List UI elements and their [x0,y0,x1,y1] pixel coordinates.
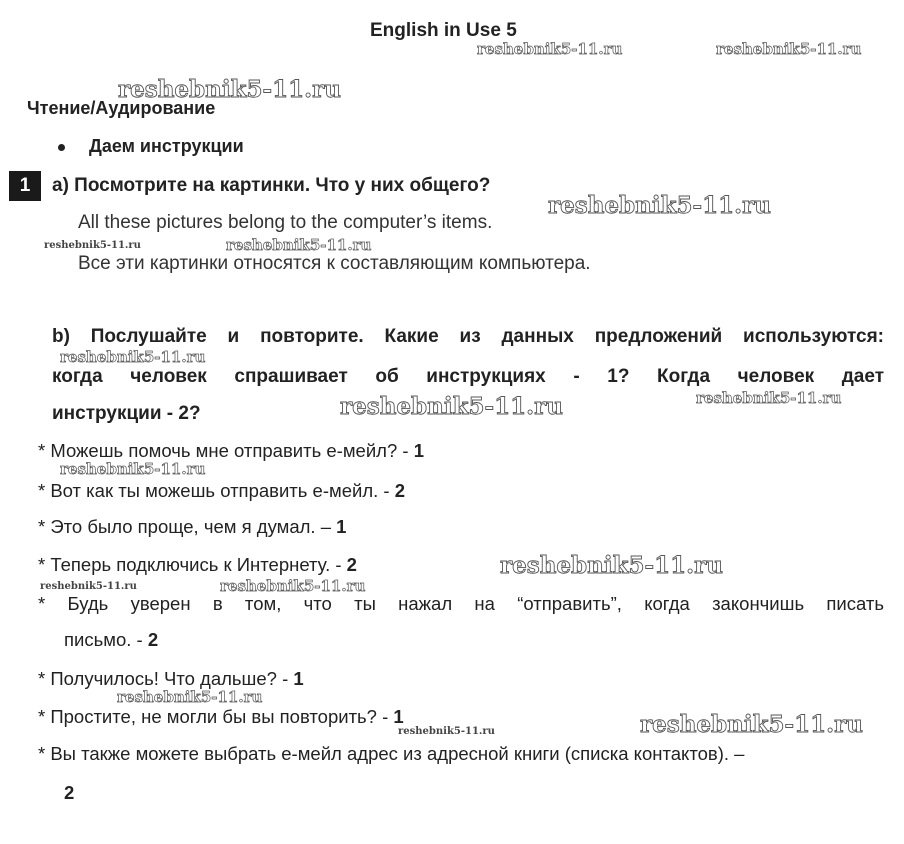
watermark: reshebnik5-11.ru [44,240,141,251]
watermark: reshebnik5-11.ru [716,40,862,58]
watermark: reshebnik5-11.ru [477,40,623,58]
list-item: * Вот как ты можешь отправить е-мейл. - 2 [38,480,406,501]
watermark: reshebnik5-11.ru [398,726,495,737]
list-item: * Можешь помочь мне отправить е-мейл? - 1 [38,440,424,461]
list-item: * Это было проще, чем я думал. – 1 [38,516,347,537]
watermark: reshebnik5-11.ru [60,348,206,366]
part-a-answer-ru: Все эти картинки относятся к составляющим компьютера. [78,253,591,274]
watermark: reshebnik5-11.ru [640,711,863,738]
watermark: reshebnik5-11.ru [696,389,842,407]
exercise-number: 1 [9,171,41,201]
watermark: reshebnik5-11.ru [40,581,137,592]
watermark: reshebnik5-11.ru [548,192,771,219]
watermark: reshebnik5-11.ru [500,552,723,579]
part-a-answer-en: All these pictures belong to the computer’s items. [78,212,493,233]
list-item: * Получилось! Что дальше? - 1 [38,668,304,689]
watermark: reshebnik5-11.ru [117,688,263,706]
part-b-question-line1: b) Послушайте и повторите. Какие из данных предложений используются: [52,326,884,347]
part-b-question-line3: инструкции - 2? [52,403,201,424]
bullet-item [58,136,244,157]
list-item: * Простите, не могли бы вы повторить? - 1 [38,706,404,727]
bullet-text: Даем инструкции [89,136,244,156]
list-item: * Вы также можете выбрать е-мейл адрес из адресной книги (списка контактов). – [38,743,745,764]
part-b-question-line2: когда человек спрашивает об инструкциях - 1? Когда человек дает [52,366,884,387]
bullet-dot [58,144,65,151]
watermark: reshebnik5-11.ru [60,460,206,478]
list-item: * Будь уверен в том, что ты нажал на “отправить”, когда закончишь писать [38,593,884,614]
list-item-continuation: 2 [64,782,75,803]
watermark: reshebnik5-11.ru [118,76,341,103]
part-a-question: a) Посмотрите на картинки. Что у них общего? [52,175,491,196]
watermark: reshebnik5-11.ru [220,577,366,595]
watermark: reshebnik5-11.ru [226,236,372,254]
list-item: * Теперь подключись к Интернету. - 2 [38,554,357,575]
section-title: Чтение/Аудирование [27,98,216,118]
page-title: English in Use 5 [370,20,517,41]
list-item-continuation: письмо. - 2 [64,629,159,650]
watermark: reshebnik5-11.ru [340,393,563,420]
